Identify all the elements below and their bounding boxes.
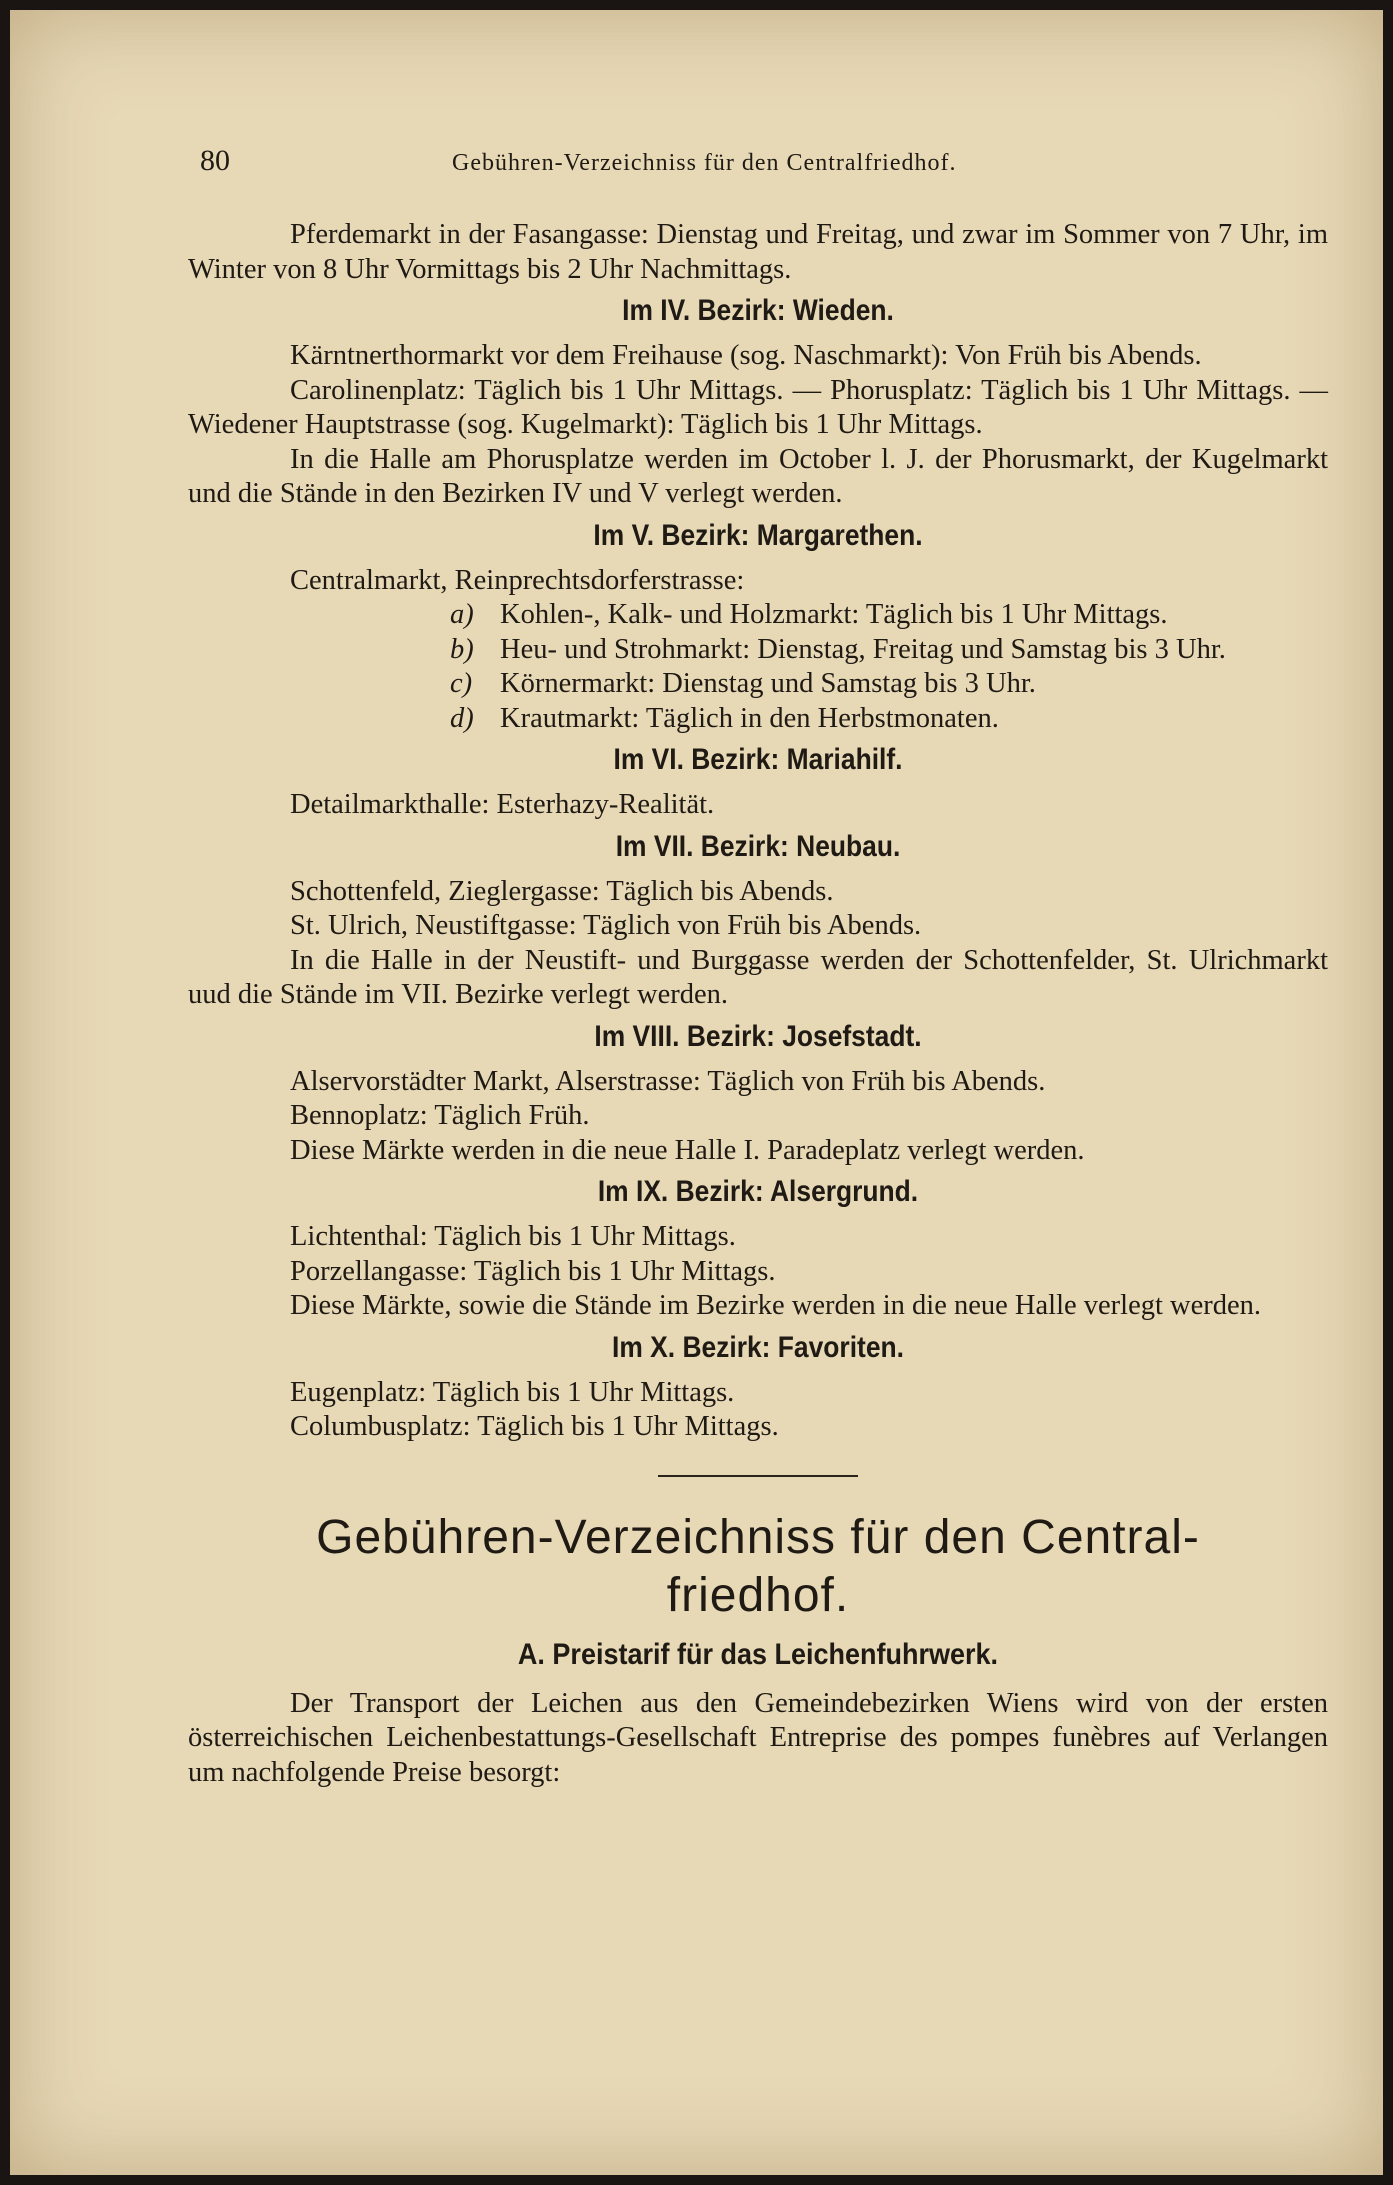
paragraph: Centralmarkt, Reinprechtsdorferstrasse: bbox=[290, 564, 745, 596]
section-divider bbox=[658, 1475, 858, 1477]
paragraph: Diese Märkte werden in die neue Halle I. Paradeplatz verlegt werden. bbox=[290, 1134, 1085, 1166]
chapter-title-line: friedhof. bbox=[666, 1568, 850, 1622]
page-number: 80 bbox=[200, 144, 230, 177]
chapter-title bbox=[188, 1509, 1328, 1625]
list-marker: c) bbox=[450, 668, 473, 699]
paragraph: In die Halle in der Neustift- und Burggasse werden der Schottenfelder, St. Ulrichmarkt uud die Stände im VII. Bezirke verlegt werden. bbox=[188, 944, 1328, 1010]
section-heading-district-6: Im VI. Bezirk: Mariahilf. bbox=[613, 743, 903, 776]
list-item-text: Krautmarkt: Täglich in den Herbstmonaten. bbox=[500, 702, 999, 734]
section-heading-district-4: Im IV. Bezirk: Wieden. bbox=[622, 294, 894, 327]
paragraph: Lichtenthal: Täglich bis 1 Uhr Mittags. bbox=[290, 1221, 736, 1252]
paragraph: Diese Märkte, sowie die Stände im Bezirke werden in die neue Halle verlegt werden. bbox=[290, 1290, 1262, 1321]
paragraph: St. Ulrich, Neustiftgasse: Täglich von Früh bis Abends. bbox=[290, 910, 922, 941]
list-item-text: Heu- und Strohmarkt: Dienstag, Freitag und Samstag bis 3 Uhr. bbox=[500, 633, 1226, 665]
section-heading-district-7: Im VII. Bezirk: Neubau. bbox=[615, 829, 901, 863]
section-heading-district-8: Im VIII. Bezirk: Josefstadt. bbox=[594, 1019, 922, 1053]
paragraph: In die Halle am Phorusplatze werden im October l. J. der Phorusmarkt, der Kugelmarkt und die Stände in den Bezirken IV und V verlegt werden. bbox=[188, 443, 1328, 509]
list-item bbox=[188, 598, 1328, 633]
section-heading-district-5: Im V. Bezirk: Margarethen. bbox=[593, 518, 923, 552]
paragraph: Schottenfeld, Zieglergasse: Täglich bis Abends. bbox=[290, 875, 834, 907]
list-item bbox=[188, 702, 1328, 737]
list-item bbox=[188, 633, 1328, 668]
paragraph: Porzellangasse: Täglich bis 1 Uhr Mittags. bbox=[290, 1255, 776, 1287]
paragraph: Carolinenplatz: Täglich bis 1 Uhr Mittags. — Phorusplatz: Täglich bis 1 Uhr Mittags. — Wiedener Hauptstrasse (sog. Kugelmarkt): Täglich bis 1 Uhr Mittags. bbox=[188, 374, 1328, 440]
paragraph: Der Transport der Leichen aus den Gemeindebezirken Wiens wird von der ersten österreichischen Leichenbestattungs-Gesellschaft Entreprise des pompes funèbres auf Verlangen um nachfolgende Preise besorgt: bbox=[188, 1687, 1328, 1788]
running-head: Gebühren-Verzeichniss für den Centralfriedhof. bbox=[452, 150, 957, 176]
list-item bbox=[188, 667, 1328, 702]
list-marker: b) bbox=[450, 633, 474, 665]
list-marker: d) bbox=[450, 702, 474, 734]
section-heading-district-10: Im X. Bezirk: Favoriten. bbox=[612, 1330, 904, 1364]
list-item-text: Körnermarkt: Dienstag und Samstag bis 3 Uhr. bbox=[500, 668, 1036, 699]
book-page bbox=[10, 10, 1383, 2175]
paragraph: Kärntnerthormarkt vor dem Freihause (sog. Naschmarkt): Von Früh bis Abends. bbox=[290, 340, 1202, 371]
section-heading-district-9: Im IX. Bezirk: Alsergrund. bbox=[597, 1175, 919, 1208]
paragraph: Columbusplatz: Täglich bis 1 Uhr Mittags. bbox=[290, 1411, 779, 1442]
list-marker: a) bbox=[450, 599, 474, 630]
page-header bbox=[188, 144, 1338, 184]
paragraph: Alservorstädter Markt, Alserstrasse: Täglich von Früh bis Abends. bbox=[290, 1065, 1046, 1097]
paragraph: Pferdemarkt in der Fasangasse: Dienstag und Freitag, und zwar im Sommer von 7 Uhr, im Winter von 8 Uhr Vormittags bis 2 Uhr Nachmittags. bbox=[188, 219, 1328, 285]
paragraph: Detailmarkthalle: Esterhazy-Realität. bbox=[290, 789, 715, 820]
list-item-text: Kohlen-, Kalk- und Holzmarkt: Täglich bis 1 Uhr Mittags. bbox=[500, 599, 1168, 630]
page-body bbox=[188, 218, 1328, 1790]
paragraph: Eugenplatz: Täglich bis 1 Uhr Mittags. bbox=[290, 1376, 735, 1408]
chapter-subtitle: A. Preistarif für das Leichenfuhrwerk. bbox=[517, 1637, 999, 1671]
chapter-title-line: Gebühren-Verzeichniss für den Central- bbox=[316, 1510, 1200, 1564]
paragraph: Bennoplatz: Täglich Früh. bbox=[290, 1100, 590, 1131]
